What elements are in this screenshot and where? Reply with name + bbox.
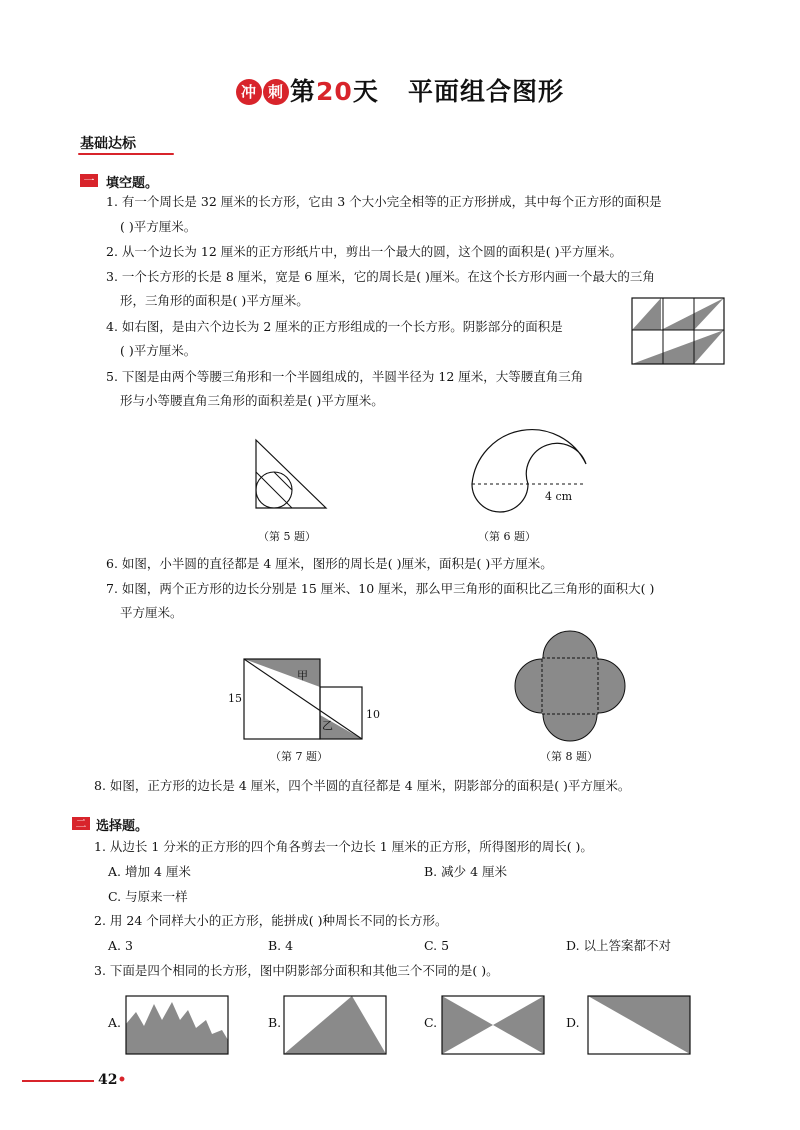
q7-caption: （第 7 题） — [270, 750, 328, 763]
q7-label-jia: 甲 — [297, 669, 308, 682]
q1-line2: ( )平方厘米。 — [120, 219, 197, 234]
title-badge-2: 刺 — [263, 79, 289, 105]
q5-line1: 5. 下图是由两个等腰三角形和一个半圆组成的，半圆半径为 12 厘米，大等腰直角三角 — [106, 369, 584, 384]
c3-option-b-figure — [282, 994, 388, 1056]
q8-line: 8. 如图，正方形的边长是 4 厘米，四个半圆的直径都是 4 厘米，阴影部分的面积是( )平方厘米。 — [94, 778, 631, 793]
page-number: 42• — [98, 1072, 127, 1088]
part1-title: 填空题。 — [106, 176, 159, 191]
q7-triangle-jia — [244, 659, 320, 687]
c3-option-b-label: B. — [268, 1015, 282, 1030]
part2-mark: 二 — [72, 817, 90, 830]
section-basic-heading: 基础达标 — [80, 136, 136, 152]
c3-option-c-label: C. — [424, 1015, 438, 1030]
c3-option-d-figure — [586, 994, 692, 1056]
q4-shaded-triangle-2 — [661, 298, 724, 330]
c3-d-shaded — [588, 996, 690, 1054]
c3-option-a-figure — [124, 994, 230, 1056]
c3-a-shaded — [126, 1002, 228, 1054]
part1-mark: 一 — [80, 174, 98, 187]
q4-shaded-triangle-1 — [632, 298, 661, 330]
c3-b-shaded — [284, 996, 386, 1054]
q3-line2: 形，三角形的面积是( )平方厘米。 — [120, 293, 309, 308]
part2-title: 选择题。 — [96, 819, 149, 834]
q5-figure — [248, 436, 338, 512]
q5-line2: 形与小等腰直角三角形的面积差是( )平方厘米。 — [120, 393, 384, 408]
c2-option-b: B. 4 — [268, 938, 294, 953]
q6-caption: （第 6 题） — [478, 530, 536, 543]
q5-caption: （第 5 题） — [258, 530, 316, 543]
page-number-value: 42 — [98, 1072, 118, 1088]
q2-line: 2. 从一个边长为 12 厘米的正方形纸片中，剪出一个最大的圆，这个圆的面积是( )平方厘米。 — [106, 244, 622, 259]
q7-label-15: 15 — [228, 692, 242, 705]
q6-outer-arc — [472, 430, 586, 484]
q6-figure — [462, 424, 602, 516]
q4-line1: 4. 如右图，是由六个边长为 2 厘米的正方形组成的一个长方形。阴影部分的面积是 — [106, 319, 563, 334]
q3-line1: 3. 一个长方形的长是 8 厘米，宽是 6 厘米，它的周长是( )厘米。在这个长方形内画一个最大的三角 — [106, 269, 655, 284]
q4-figure — [630, 296, 726, 366]
c1-option-c: C. 与原来一样 — [108, 889, 188, 904]
q6-line: 6. 如图，小半圆的直径都是 4 厘米，图形的周长是( )厘米，面积是( )平方厘米。 — [106, 556, 553, 571]
q1-line1: 1. 有一个周长是 32 厘米的长方形，它由 3 个大小完全相等的正方形拼成，其中每个正方形的面积是 — [106, 194, 662, 209]
title-prefix: 第 — [290, 77, 317, 106]
c2-option-d: D. 以上答案都不对 — [566, 938, 672, 953]
c3-c-shaded-left — [442, 996, 493, 1054]
page-title — [0, 72, 800, 108]
c3-option-d-label: D. — [566, 1015, 580, 1030]
page-number-rule — [22, 1080, 94, 1082]
title-suffix: 天 — [352, 77, 379, 106]
c1-option-b: B. 减少 4 厘米 — [424, 864, 508, 879]
q4-line2: ( )平方厘米。 — [120, 343, 197, 358]
q4-shaded-triangle-3 — [632, 330, 724, 364]
c3-line: 3. 下面是四个相同的长方形，图中阴影部分面积和其他三个不同的是( )。 — [94, 963, 499, 978]
title-badge-1: 冲 — [236, 79, 262, 105]
q6-dimension-label: 4 cm — [545, 490, 573, 503]
section-underline — [78, 153, 174, 155]
c2-option-a: A. 3 — [108, 938, 133, 953]
q7-label-yi: 乙 — [322, 719, 333, 732]
c3-option-c-figure — [440, 994, 546, 1056]
c3-c-shaded-right — [493, 996, 544, 1054]
c1-line: 1. 从边长 1 分米的正方形的四个角各剪去一个边长 1 厘米的正方形，所得图形的周长( )。 — [94, 839, 593, 854]
title-topic: 平面组合图形 — [407, 77, 564, 106]
title-day: 20 — [316, 77, 353, 106]
q8-square — [542, 658, 598, 714]
c1-option-a: A. 增加 4 厘米 — [108, 864, 191, 879]
c2-option-c: C. 5 — [424, 938, 450, 953]
q7-line1: 7. 如图，两个正方形的边长分别是 15 厘米、10 厘米，那么甲三角形的面积比乙三角形的面积大( ) — [106, 581, 655, 596]
q8-figure — [510, 626, 630, 746]
q6-lower-arc — [472, 484, 528, 512]
c2-line: 2. 用 24 个同样大小的正方形，能拼成( )种周长不同的长方形。 — [94, 913, 448, 928]
q8-caption: （第 8 题） — [540, 750, 598, 763]
c3-option-a-label: A. — [108, 1015, 122, 1030]
q7-label-10: 10 — [366, 708, 380, 721]
q7-line2: 平方厘米。 — [120, 605, 183, 620]
